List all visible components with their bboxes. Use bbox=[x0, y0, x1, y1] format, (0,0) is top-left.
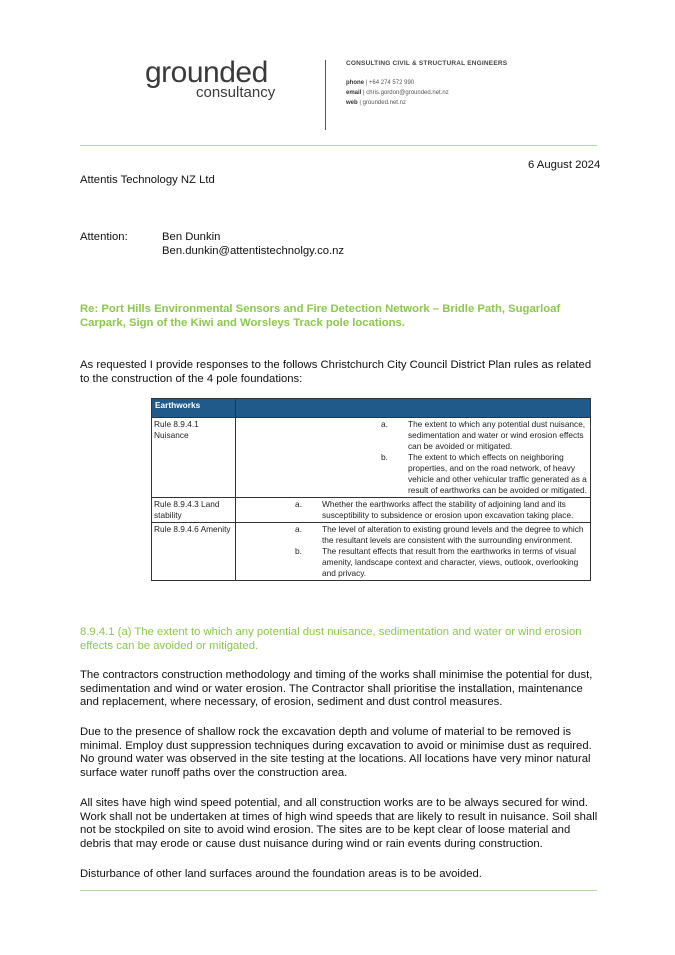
criteria-item bbox=[295, 546, 588, 579]
letterhead-divider bbox=[325, 60, 326, 130]
body-paragraph: The contractors construction methodology and timing of the works shall minimise the potential for dust, sedimentation and wind or water erosion. The Contractor shall prioritise the installation, maintenance and replacement, where necessary, of erosion, sediment and dust control measures. bbox=[80, 669, 593, 708]
earthworks-rules-table bbox=[151, 398, 591, 581]
criteria-marker: b. bbox=[295, 546, 302, 556]
recipient-company: Attentis Technology NZ Ltd bbox=[80, 174, 215, 186]
rule-cell: Rule 8.9.4.1 Nuisance bbox=[152, 418, 236, 498]
criteria-item bbox=[295, 524, 588, 546]
criteria-cell bbox=[236, 523, 591, 581]
company-logo-wordmark: grounded bbox=[145, 56, 268, 89]
criteria-text: The level of alteration to existing ground levels and the degree to which the resultant levels are consistent with the surrounding environment. bbox=[322, 524, 584, 545]
criteria-marker: a. bbox=[295, 524, 302, 534]
criteria-marker: a. bbox=[295, 499, 302, 509]
criteria-item bbox=[381, 419, 588, 452]
table-header-empty-cell bbox=[236, 399, 591, 418]
contact-phone-label: phone bbox=[346, 80, 364, 86]
body-paragraph: Due to the presence of shallow rock the excavation depth and volume of material to be removed is minimal. Employ dust suppression techniques during excavation to avoid or minimise dust as required. No ground water was observed in the site testing at the locations. All locations have very minor natural surface water runoff paths over the construction area. bbox=[80, 726, 592, 779]
criteria-text: The extent to which effects on neighboring properties, and on the road network, of heavy vehicle and other vehicular traffic generated as a result of earthworks can be avoided or mitigated. bbox=[408, 452, 587, 495]
attention-email: Ben.dunkin@attentistechnolgy.co.nz bbox=[162, 245, 345, 257]
contact-phone-value: +64 274 572 990 bbox=[368, 80, 415, 86]
contact-email-label: email bbox=[346, 90, 362, 96]
company-logo-subtitle: consultancy bbox=[196, 84, 276, 101]
rule-cell: Rule 8.9.4.6 Amenity bbox=[152, 523, 236, 581]
contact-web-value: grounded.net.nz bbox=[362, 100, 406, 106]
criteria-text: The extent to which any potential dust nuisance, sedimentation and water or wind erosion effects can be avoided or mitigated. bbox=[408, 419, 586, 451]
body-paragraph: Disturbance of other land surfaces around the foundation areas is to be avoided. bbox=[80, 868, 482, 880]
criteria-marker: b. bbox=[381, 452, 388, 462]
criteria-marker: a. bbox=[381, 419, 388, 429]
letter-subject: Re: Port Hills Environmental Sensors and Fire Detection Network – Bridle Path, Sugarloaf Carpark, Sign of the Kiwi and Worsleys Track pole locations. bbox=[80, 303, 561, 329]
table-row bbox=[152, 523, 591, 581]
intro-paragraph: As requested I provide responses to the follows Christchurch City Council District Plan rules as related to the construction of the 4 pole foundations: bbox=[80, 359, 592, 385]
company-tagline: CONSULTING CIVIL & STRUCTURAL ENGINEERS bbox=[346, 60, 508, 67]
criteria-cell bbox=[236, 498, 591, 523]
criteria-item bbox=[295, 499, 588, 521]
table-row bbox=[152, 498, 591, 523]
table-header-row bbox=[152, 399, 591, 418]
section-heading: 8.9.4.1 (a) The extent to which any potential dust nuisance, sedimentation and water or wind erosion effects can be avoided or mitigated. bbox=[80, 626, 582, 652]
attention-label: Attention: bbox=[80, 231, 128, 243]
contact-email-value: chris.gordon@grounded.net.nz bbox=[366, 90, 449, 96]
table-header-cell: Earthworks bbox=[152, 399, 236, 418]
criteria-text: Whether the earthworks affect the stability of adjoining land and its susceptibility to subsidence or erosion upon excavation taking place. bbox=[322, 499, 574, 520]
contact-web: web | grounded.net.nz bbox=[346, 100, 406, 106]
criteria-text: The resultant effects that result from the earthworks in terms of visual amenity, landscape context and character, views, outlook, overlooking and privacy. bbox=[322, 546, 579, 578]
table-row bbox=[152, 418, 591, 498]
letter-date: 6 August 2024 bbox=[528, 159, 601, 171]
contact-email: email | chris.gordon@grounded.net.nz bbox=[346, 90, 449, 96]
contact-web-label: web bbox=[346, 100, 358, 106]
rule-cell: Rule 8.9.4.3 Land stability bbox=[152, 498, 236, 523]
attention-name: Ben Dunkin bbox=[162, 231, 221, 243]
criteria-item bbox=[381, 452, 588, 496]
contact-phone: phone | +64 274 572 990 bbox=[346, 80, 415, 86]
header-rule bbox=[80, 145, 597, 146]
criteria-cell bbox=[236, 418, 591, 498]
body-paragraph: All sites have high wind speed potential, and all construction works are to be always secured for wind. Work shall not be undertaken at times of high wind speeds that are likely to result in nuisance. Soil shall not be stockpiled on site to avoid wind erosion. The sites are to be kept clear of loose material and debris that may erode or cause dust nuisance during wind or rain events during construction. bbox=[80, 797, 598, 850]
footer-rule bbox=[80, 890, 597, 891]
